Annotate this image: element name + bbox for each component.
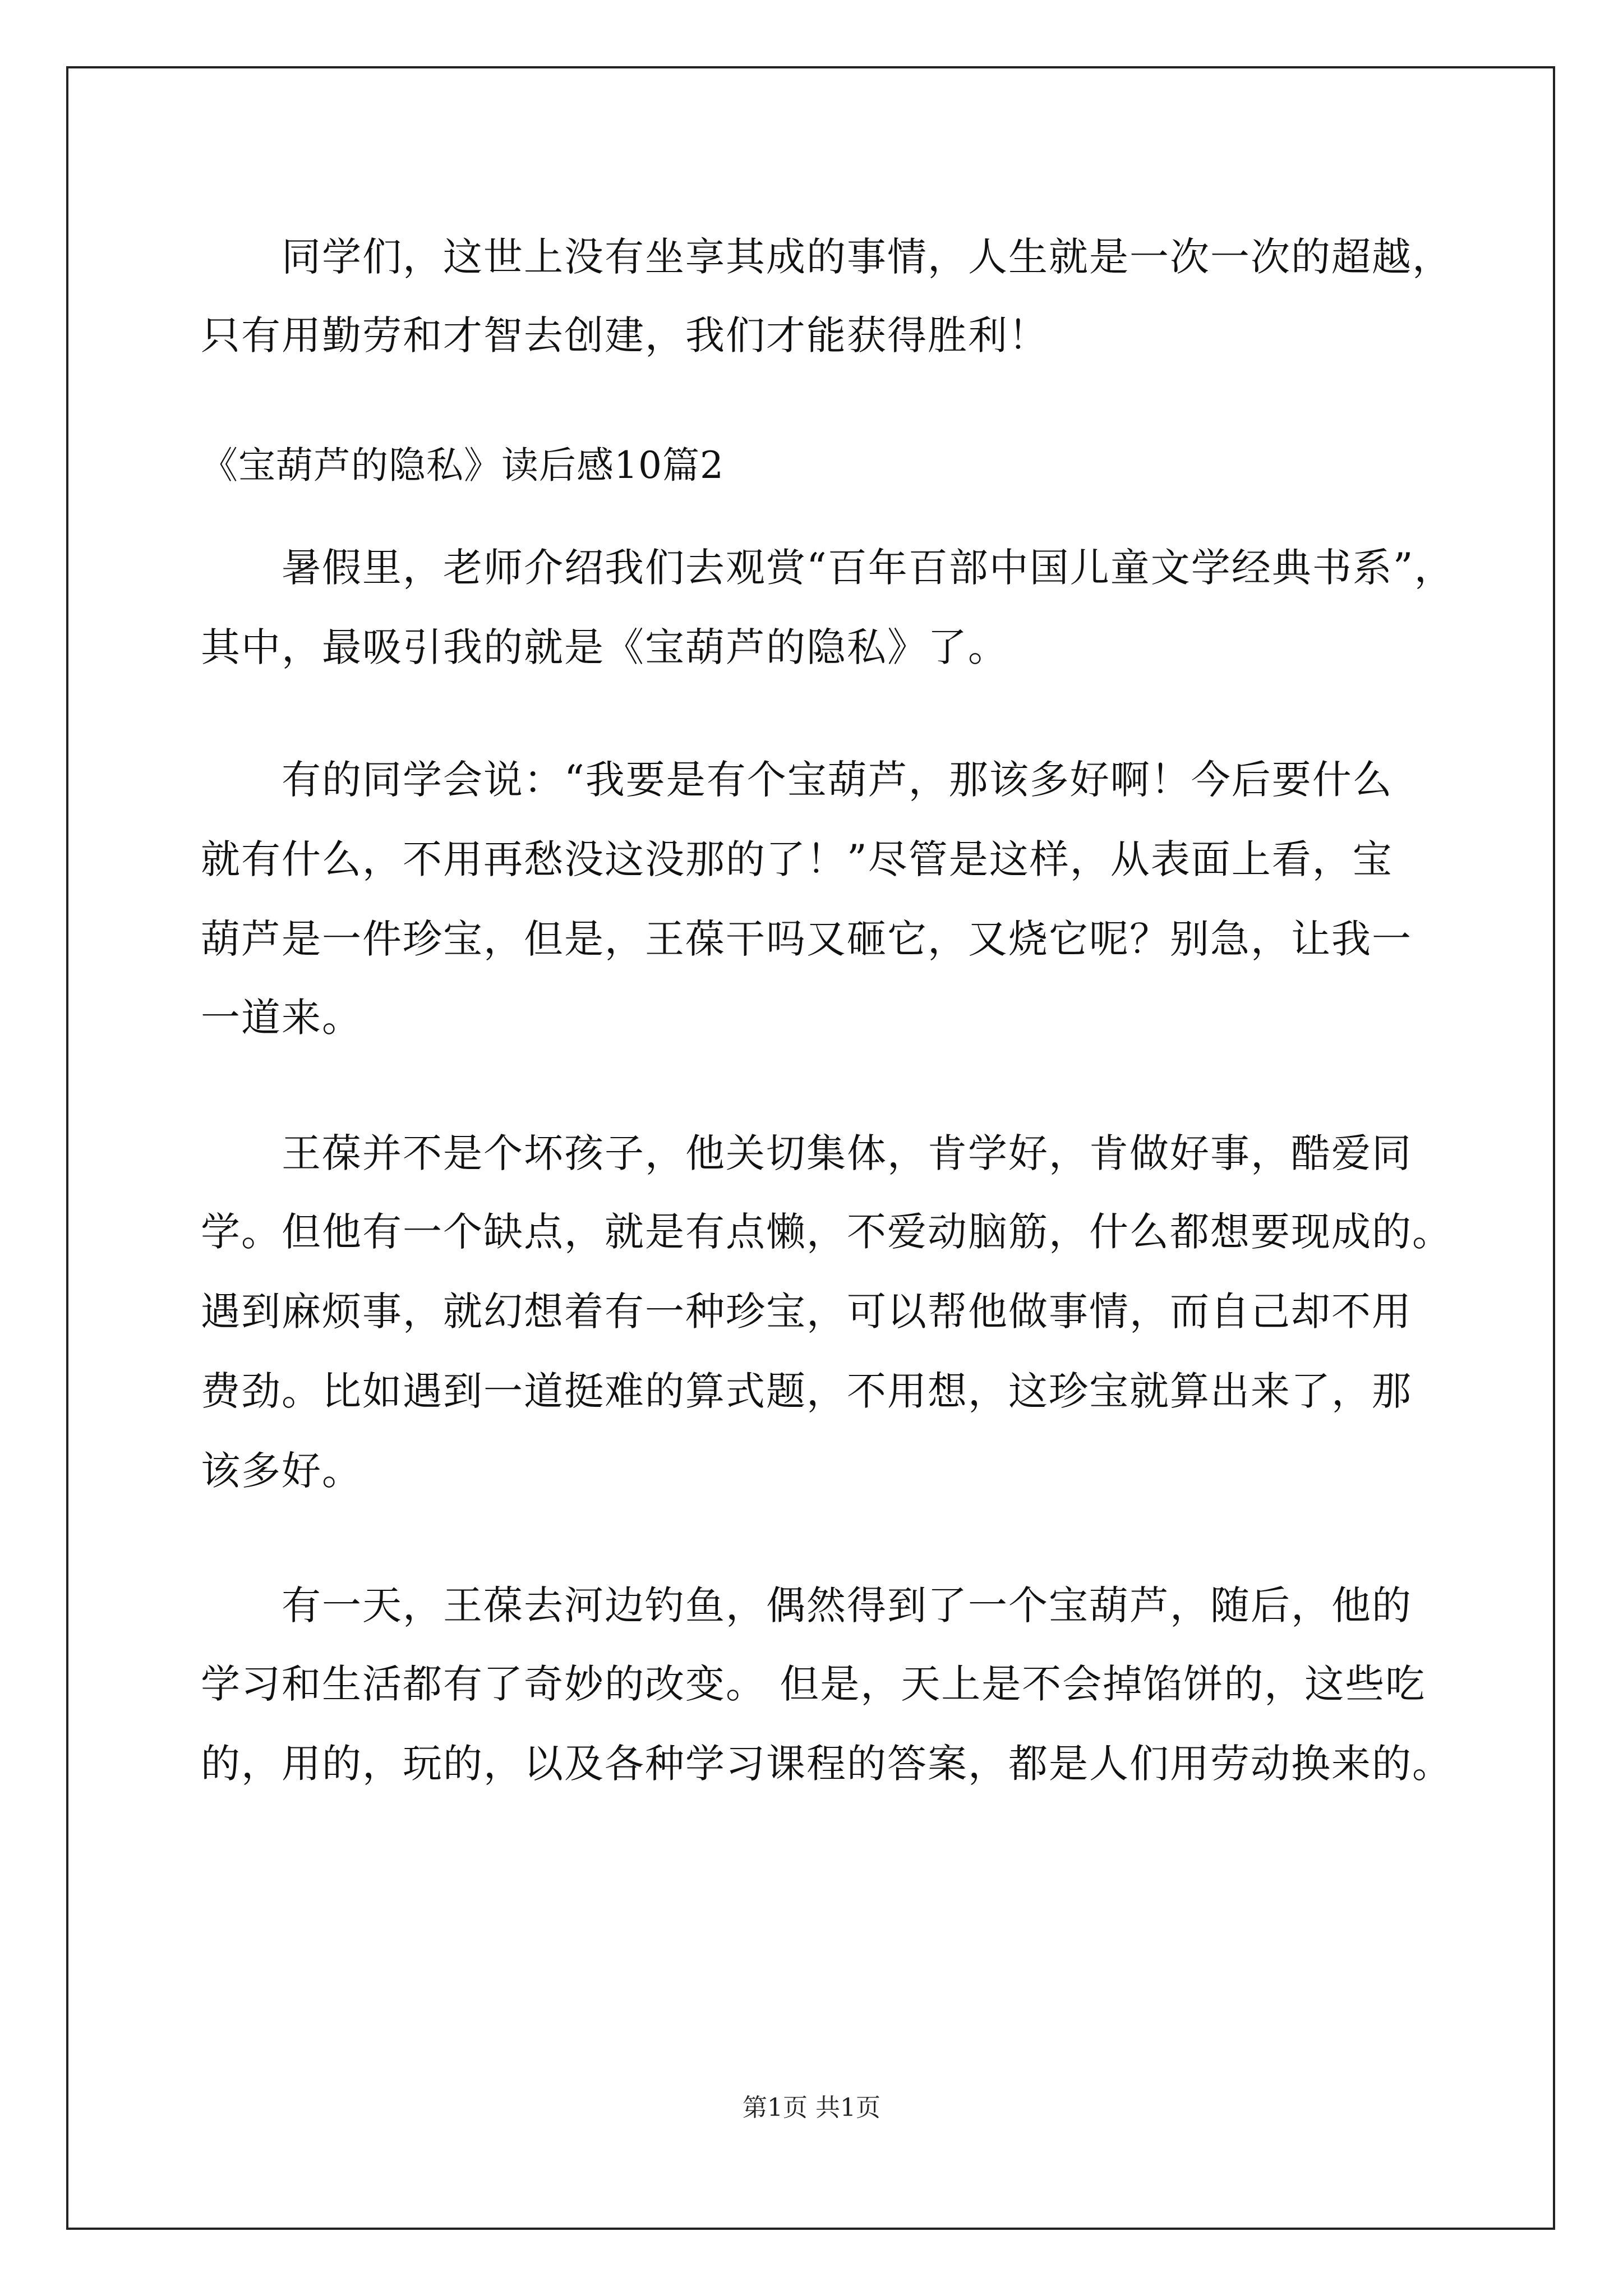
paragraph-line: 遇到麻烦事，就幻想着有一种珍宝，可以帮他做事情，而自己却不用 — [201, 1289, 1412, 1335]
paragraph-line: 有的同学会说：“我要是有个宝葫芦，那该多好啊！今后要什么 — [282, 757, 1393, 803]
paragraph-line: 暑假里，老师介绍我们去观赏“百年百部中国儿童文学经典书系”， — [282, 545, 1455, 591]
paragraph-line: 葫芦是一件珍宝，但是，王葆干吗又砸它，又烧它呢？别急，让我一 — [201, 916, 1412, 962]
page-number: 第1页 共1页 — [743, 2093, 880, 2122]
paragraph-line: 只有用勤劳和才智去创建，我们才能获得胜利！ — [201, 312, 1049, 358]
paragraph-line: 王葆并不是个坏孩子，他关切集体，肯学好，肯做好事，酷爱同 — [282, 1130, 1412, 1176]
section-heading: 《宝葫芦的隐私》读后感10篇2 — [201, 444, 724, 487]
paragraph-line: 一道来。 — [201, 995, 362, 1041]
paragraph-line: 其中，最吸引我的就是《宝葫芦的隐私》了。 — [201, 624, 1008, 670]
paragraph-line: 的，用的，玩的，以及各种学习课程的答案，都是人们用劳动换来的。 — [201, 1741, 1453, 1787]
paragraph-line: 同学们，这世上没有坐享其成的事情，人生就是一次一次的超越， — [282, 234, 1453, 280]
paragraph-line: 学习和生活都有了奇妙的改变。 但是，天上是不会掉馅饼的，这些吃 — [201, 1661, 1426, 1707]
paragraph-line: 学。但他有一个缺点，就是有点懒，不爱动脑筋，什么都想要现成的。 — [201, 1209, 1453, 1255]
paragraph-line: 费劲。比如遇到一道挺难的算式题，不用想，这珍宝就算出来了，那 — [201, 1368, 1412, 1414]
paragraph-line: 该多好。 — [201, 1448, 362, 1494]
paragraph-line: 就有什么，不用再愁没这没那的了！”尽管是这样，从表面上看，宝 — [201, 836, 1393, 882]
paragraph-line: 有一天，王葆去河边钓鱼，偶然得到了一个宝葫芦，随后，他的 — [282, 1582, 1412, 1628]
